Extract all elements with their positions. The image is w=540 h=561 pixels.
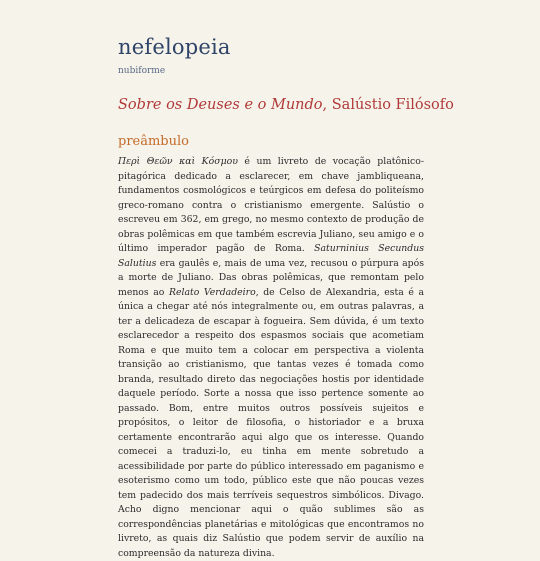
post-title[interactable] (118, 96, 454, 115)
paragraph-text: , de Celso de Alexandria, esta é a única a chegar até nós integralmente ou, em outras palavras, a ter a delicadeza de escapar à fogueira. Sem dúvida, é um texto esclarecedor a respeito dos espasmos sociais que acometiam Roma e que muito tem a colocar em perspectiva a violenta transição ao cristianismo, que tantas vezes é tomada como branda, resultado direto das negociações hostis por identidade daquele período. Sorte a nossa que isso pertence somente ao passado. Bom, entre muitos outros possíveis sujeitos e propósitos, o leitor de filosofia, o historiador e a bruxa certamente encontrarão aqui algo que os interesse. Quando comecei a traduzi-lo, eu tinha em mente sobretudo a acessibilidade por parte do público interessado em paganismo e esoterismo como um todo, público este que não poucas vezes tem padecido dos mais terríveis sequestros simbólicos. Divago. Acho digno mencionar aqui o quão sublimes são as correspondências planetárias e mitológicas que encontramos no livreto, as quais diz Salústio que podem servir de auxílio na compreensão da natureza divina. (118, 286, 424, 559)
body-paragraph (118, 155, 424, 561)
site-title[interactable]: nefelopeia (118, 35, 231, 59)
paragraph-text: era gaulês e, mais de uma vez, recusou o púrpura após a morte de Juliano. Das obras polêmicas, que remontam pelo menos ao (118, 257, 424, 298)
site-subtitle: nubiforme (118, 66, 166, 76)
work-title: Relato Verdadeiro (168, 286, 256, 298)
author-name: Saturninius Secundus Salutius (118, 243, 425, 269)
paragraph-text: é um livreto de vocação platônico-pitagórica dedicado a esclarecer, em chave jambliqueana, fundamentos cosmológicos e teúrgicos em defesa do politeísmo greco-romano contra o cristianismo emergente. Salústio o escreveu em 362, em grego, no mesmo contexto de produção de obras polêmicas em que também escrevia Juliano, seu amigo e o último imperador pagão de Roma. (118, 156, 424, 254)
post-title-author: , Salústio Filósofo (322, 97, 454, 113)
post-title-work: Sobre os Deuses e o Mundo (118, 97, 323, 113)
section-heading: preâmbulo (118, 134, 189, 149)
greek-title: Περὶ Θεῶν καὶ Κόσμου (118, 156, 238, 167)
